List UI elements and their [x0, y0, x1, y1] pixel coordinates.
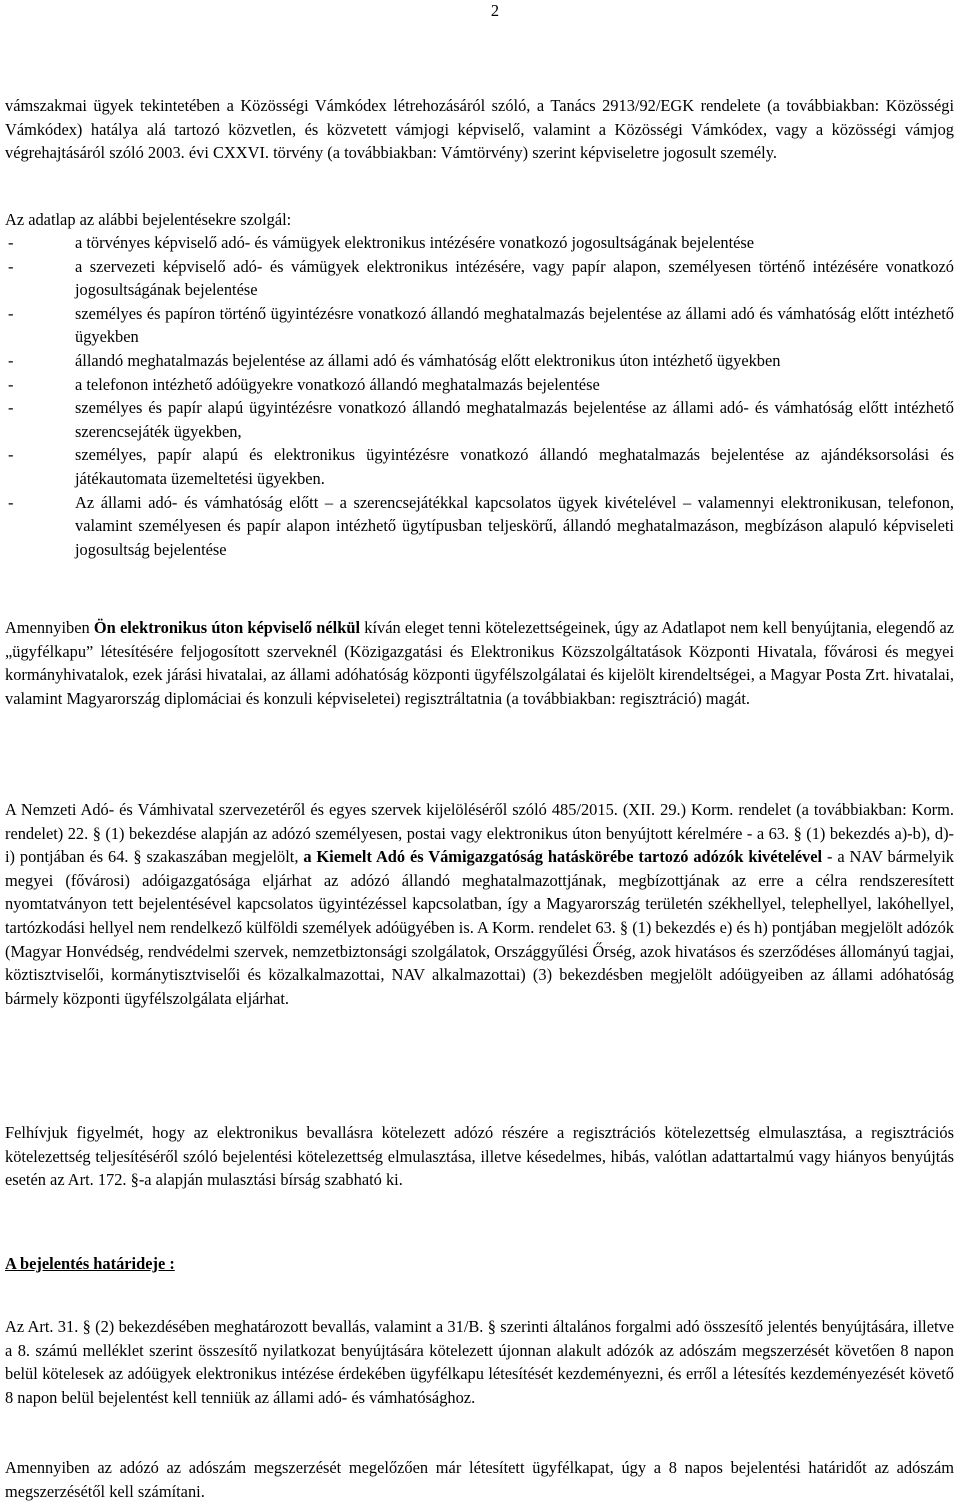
section-heading: A bejelentés határideje : — [5, 1254, 175, 1273]
notification-list — [5, 231, 954, 561]
paragraph-text: Amennyiben — [5, 618, 94, 637]
list-item — [5, 443, 954, 490]
page-number: 2 — [490, 1, 500, 20]
emphasis-text: a Kiemelt Adó és Vámigazgatóság hatáskörébe tartozó adózók kivételével — [303, 847, 823, 867]
list-item — [5, 231, 954, 255]
paragraph-text: - a NAV bármelyik megyei (fővárosi) adóigazgatósága eljárhat az adózó állandó meghatalmazottjának, megbízottjának az erre a célra rendszeresített nyomtatványon tett bejelentésével kapcsolatos ügyintézéssel kapcsolatban, így a Magyarország területén székhellyel, telephellyel, lakóhellyel, tartózkodási hellyel nem rendelkező külföldi személyek adóügyében is. A Korm. rendelet 63. § (1) bekezdés e) és h) pontjában megjelölt adózók (Magyar Honvédség, rendvédelmi szervek, nemzetbiztonsági szolgálatok, Országgyűlési Őrség, azok hivatásos és szerződéses állományú tagjai, köztisztviselői, kormánytisztviselői és közalkalmazottai, NAV alkalmazottai) (3) bekezdésben megjelölt adóügyeiben az állami adóhatóság bármely központi ügyfélszolgálata eljárhat. — [5, 847, 954, 1008]
list-dash: - — [8, 350, 14, 370]
paragraph-text: A Nemzeti Adó- és Vámhivatal szervezetéről és egyes szervek kijelöléséről szóló 485/2015. (XII. 29.) Korm. rendelet (a továbbiakban: Korm. rendelet) 22. § (1) bekezdése alapján az adózó személyesen, postai vagy elektronikus úton benyújtott kérelmére - a 63. § (1) bekezdés a)-b), d)-i) pontjában és 64. § szakaszában megjelölt, — [5, 800, 954, 867]
list-dash: - — [8, 374, 14, 394]
list-item — [5, 396, 954, 443]
list-item — [5, 302, 954, 349]
list-dash: - — [8, 233, 14, 252]
list-item-text: a törvényes képviselő adó- és vámügyek elektronikus intézésére vonatkozó jogosultságának bejelentése — [75, 233, 755, 252]
intro-paragraph: vámszakmai ügyek tekintetében a Közösségi Vámkódex létrehozásáról szóló, a Tanács 2913/92/EGK rendelete (a továbbiakban: Közösségi Vámkódex) hatálya alá tartozó közvetlen, és közvetett vámjogi képviselő, valamint a Közösségi Vámkódex, vagy a közösségi vámjog végrehajtásáról szóló 2003. évi CXXVI. törvény (a továbbiakban: Vámtörvény) szerint képviseletre jogosult személy. — [5, 96, 954, 163]
electronic-notice-paragraph — [5, 616, 954, 710]
paragraph-text: kíván eleget tenni kötelezettségeinek, úgy az Adatlapot nem kell benyújtania, elegendő az „ügyfélkapu” létesítésére feljogosított szerveknél (Közigazgatási és Elektronikus Közszolgáltatások Központi Hivatala, fővárosi és megyei kormányhivatalok, ezek járási hivatalai, az állami adóhatóság központi ügyfélszolgálatai és kijelölt kirendeltségei, a Magyar Posta Zrt. hivatalai, valamint Magyarország diplomáciai és konzuli képviseletei) regisztráltatnia (a továbbiakban: regisztráció) magát. — [5, 618, 954, 708]
list-item-text: személyes, papír alapú és elektronikus ügyintézésre vonatkozó állandó meghatalmazás bejelentése az ajándéksorsolási és játékautomata üzemeltetési ügyekben. — [75, 445, 954, 488]
list-item — [5, 255, 954, 302]
list-item-text: Az állami adó- és vámhatóság előtt – a szerencsejátékkal kapcsolatos ügyek kivételével – valamennyi elektronikusan, telefonon, valamint személyesen és papír alapon intézhető ügytípusban teljeskörű, állandó meghatalmazáson, megbízáson alapuló képviseleti jogosultság bejelentése — [75, 492, 954, 559]
list-dash: - — [8, 445, 14, 465]
list-dash: - — [8, 303, 14, 323]
list-item-text: a telefonon intézhető adóügyekre vonatkozó állandó meghatalmazás bejelentése — [75, 374, 600, 394]
list-item-text: személyes és papíron történő ügyintézésre vonatkozó állandó meghatalmazás bejelentése az állami adó és vámhatóság előtt intézhető ügyekben — [75, 303, 954, 347]
list-item-text: állandó meghatalmazás bejelentése az állami adó és vámhatóság előtt elektronikus úton intézhető ügyekben — [75, 350, 781, 370]
list-item-text: személyes és papír alapú ügyintézésre vonatkozó állandó meghatalmazás bejelentése az állami adó- és vámhatóság előtt intézhető szerencsejáték ügyekben, — [75, 398, 954, 441]
list-item — [5, 349, 954, 373]
list-item-text: a szervezeti képviselő adó- és vámügyek elektronikus intézésére, vagy papír alapon, személyesen történő intézésére vonatkozó jogosultságának bejelentése — [75, 256, 954, 300]
list-dash: - — [8, 492, 14, 512]
penalty-paragraph: Felhívjuk figyelmét, hogy az elektronikus bevallásra kötelezett adózó részére a regisztrációs kötelezettség elmulasztása, a regisztrációs kötelezettség teljesítéséről szóló bejelentési kötelezettség elmulasztása, illetve késedelmes, hibás, valótlan adattartalmú vagy hiányos benyújtás esetén az Art. 172. §-a alapján mulasztási bírság szabható ki. — [5, 1123, 954, 1190]
list-item — [5, 491, 954, 562]
list-dash: - — [8, 398, 14, 418]
nav-paragraph — [5, 798, 954, 1010]
closing-paragraph: Amennyiben az adózó az adószám megszerzését megelőzően már létesített ügyfélkapat, úgy a 8 napos bejelentési határidőt az adószám megszerzésétől kell számítani. — [5, 1458, 954, 1501]
emphasis-text: Ön elektronikus úton képviselő nélkül — [93, 618, 361, 637]
list-item — [5, 373, 954, 397]
list-lead: Az adatlap az alábbi bejelentésekre szolgál: — [5, 210, 292, 229]
list-dash: - — [8, 256, 14, 276]
deadline-paragraph: Az Art. 31. § (2) bekezdésében meghatározott bevallás, valamint a 31/B. § szerinti általános forgalmi adó összesítő jelentés benyújtására, illetve a 8. számú melléklet szerint összesítő nyilatkozat benyújtására kötelezett újonnan alakult adózók az adószám megszerzését követően 8 napon belül kötelesek az adóügyek elektronikus intézése érdekében ügyfélkapu létesítését kezdeményezni, és erről a létesítés kezdeményezését követő 8 napon belül bejelentést kell tenniük az állami adó- és vámhatósághoz. — [5, 1317, 954, 1407]
